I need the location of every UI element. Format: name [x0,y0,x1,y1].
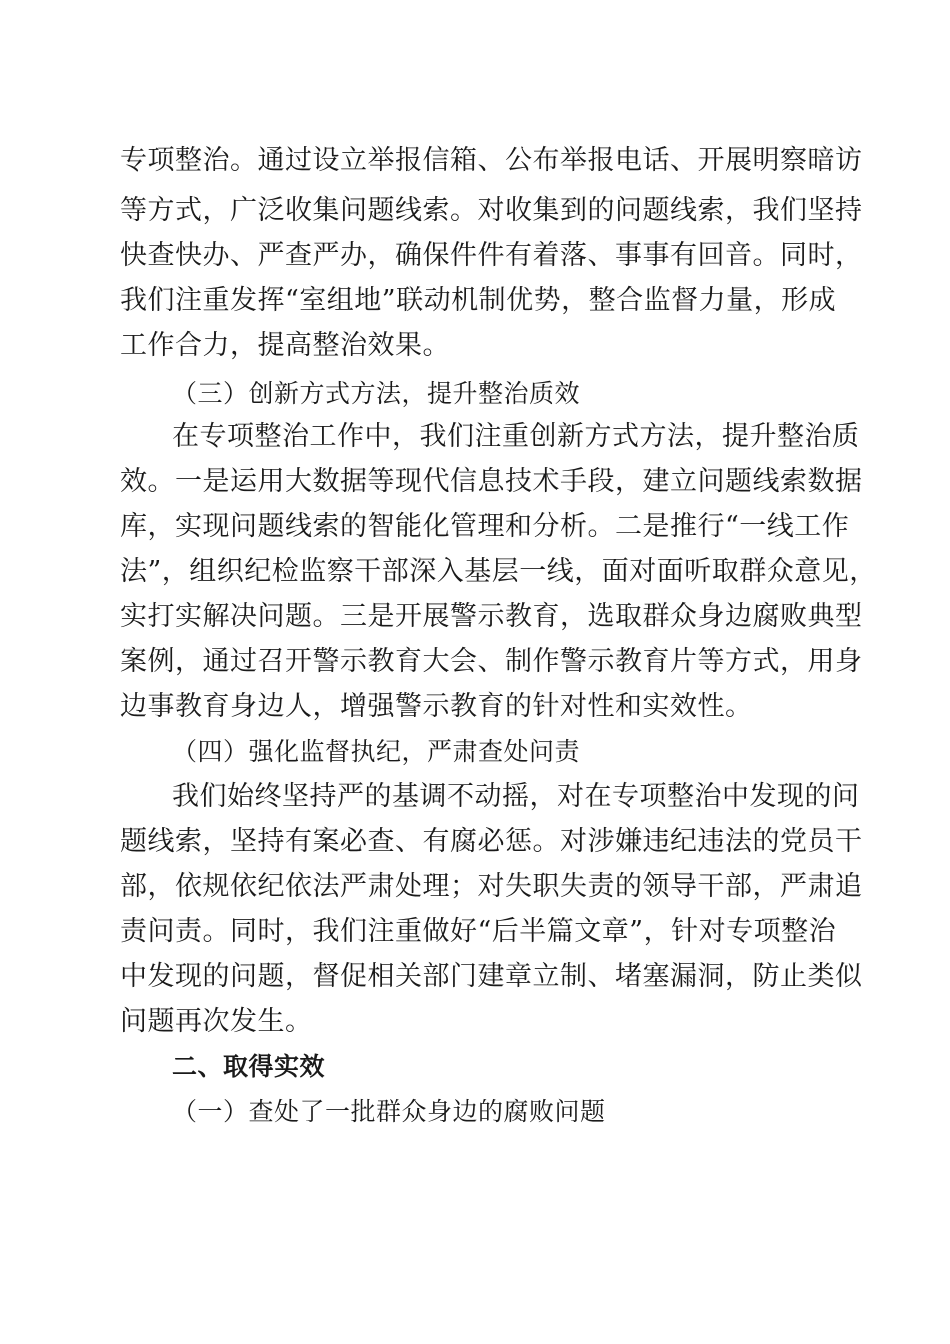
body-text-line: 题线索，坚持有案必查、有腐必惩。对涉嫌违纪违法的党员干 [120,826,863,857]
body-text-line: 案例，通过召开警示教育大会、制作警示教育片等方式，用身 [120,646,863,677]
body-text-line: 部，依规依纪依法严肃处理；对失职失责的领导干部，严肃追 [120,871,863,902]
section-heading-3: （三）创新方式方法，提升整治质效 [172,379,581,408]
body-text-line: 等方式，广泛收集问题线索。对收集到的问题线索，我们坚持 [120,195,863,226]
body-text-line: 在专项整治工作中，我们注重创新方式方法，提升整治质 [172,421,860,452]
body-text-line: 工作合力，提高整治效果。 [120,330,450,361]
body-text-line: 效。一是运用大数据等现代信息技术手段，建立问题线索数据 [120,466,863,497]
body-text-line: 专项整治。通过设立举报信箱、公布举报电话、开展明察暗访 [120,145,863,176]
body-text-line: 我们始终坚持严的基调不动摇，对在专项整治中发现的问 [172,781,860,812]
body-text-line: 法”，组织纪检监察干部深入基层一线，面对面听取群众意见， [120,556,877,587]
body-text-line: 库，实现问题线索的智能化管理和分析。二是推行“一线工作 [120,511,850,542]
body-text-line: 边事教育身边人，增强警示教育的针对性和实效性。 [120,691,753,722]
body-text-line: 我们注重发挥“室组地”联动机制优势，整合监督力量，形成 [120,285,837,316]
body-text-line: 中发现的问题，督促相关部门建章立制、堵塞漏洞，防止类似 [120,961,863,992]
body-text-line: 责问责。同时，我们注重做好“后半篇文章”，针对专项整治 [120,916,837,947]
body-text-line: 实打实解决问题。三是开展警示教育，选取群众身边腐败典型 [120,601,863,632]
section-heading-1: （一）查处了一批群众身边的腐败问题 [172,1097,606,1126]
body-text-line: 快查快办、严查严办，确保件件有着落、事事有回音。同时， [120,240,863,271]
section-heading-4: （四）强化监督执纪，严肃查处问责 [172,737,581,766]
main-heading: 二、取得实效 [172,1052,326,1081]
body-text-line: 问题再次发生。 [120,1006,313,1037]
